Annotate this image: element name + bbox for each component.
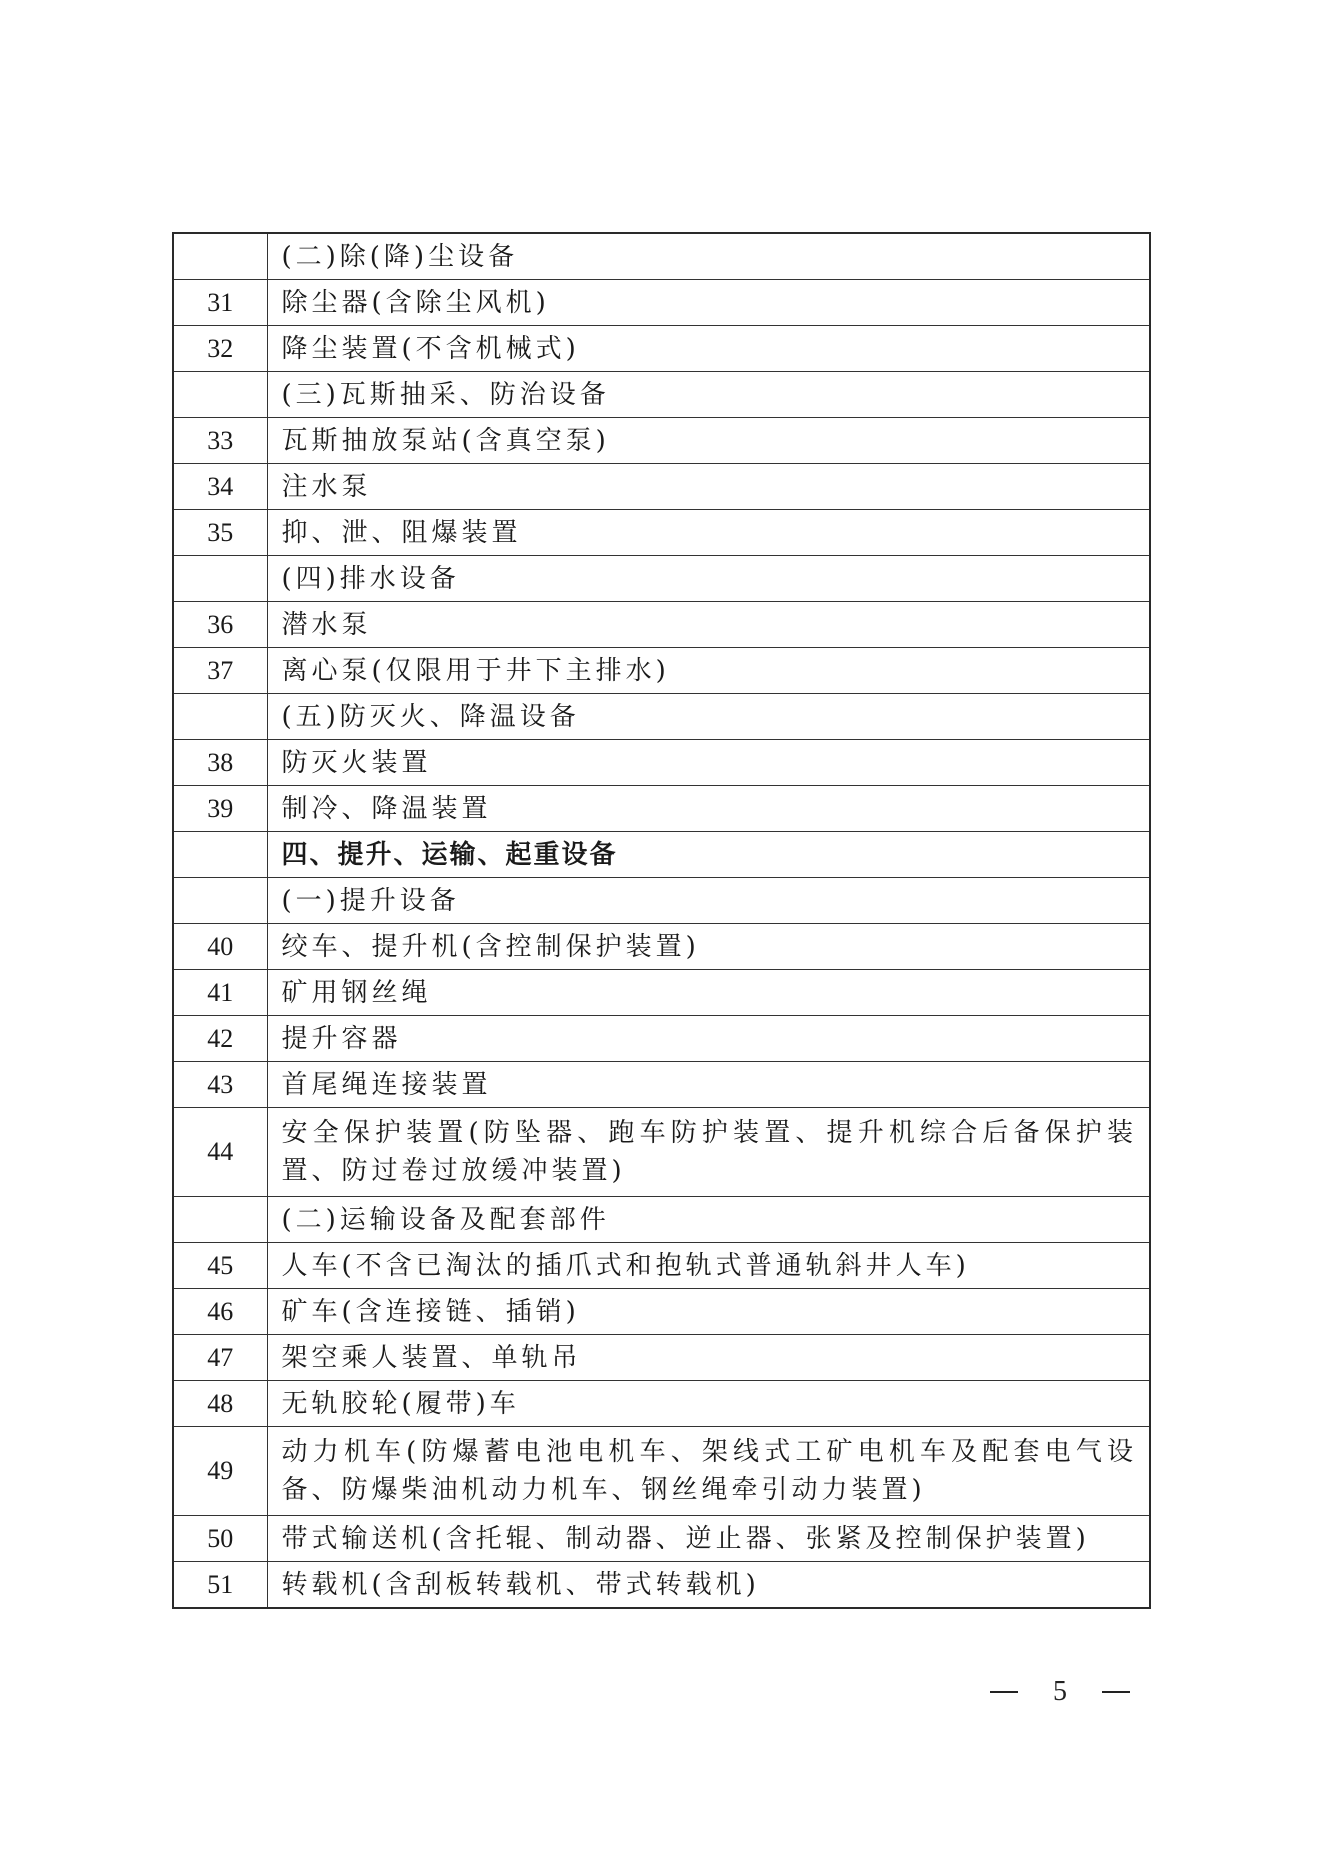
table-row (173, 924, 1150, 970)
equipment-name: 无轨胶轮(履带)车 (267, 1381, 1150, 1427)
row-number: 39 (173, 786, 267, 832)
table-row (173, 1016, 1150, 1062)
equipment-name: 除尘器(含除尘风机) (267, 280, 1150, 326)
page-number (990, 1672, 1130, 1712)
table-row (173, 740, 1150, 786)
row-number (173, 694, 267, 740)
table-row (173, 418, 1150, 464)
table-row (173, 326, 1150, 372)
table-row (173, 878, 1150, 924)
row-number (173, 233, 267, 280)
section-heading: (五)防灭火、降温设备 (267, 694, 1150, 740)
table-row (173, 1516, 1150, 1562)
equipment-name: 瓦斯抽放泵站(含真空泵) (267, 418, 1150, 464)
equipment-name: 降尘装置(不含机械式) (267, 326, 1150, 372)
table-row (173, 832, 1150, 878)
table-row (173, 510, 1150, 556)
row-number: 50 (173, 1516, 267, 1562)
row-number (173, 878, 267, 924)
equipment-name: 绞车、提升机(含控制保护装置) (267, 924, 1150, 970)
row-number: 44 (173, 1108, 267, 1197)
table-row (173, 786, 1150, 832)
table-row (173, 1197, 1150, 1243)
equipment-name: 提升容器 (267, 1016, 1150, 1062)
row-number: 51 (173, 1562, 267, 1609)
table-row (173, 1108, 1150, 1197)
row-number: 47 (173, 1335, 267, 1381)
table-row (173, 970, 1150, 1016)
equipment-name: 首尾绳连接装置 (267, 1062, 1150, 1108)
table-row (173, 1427, 1150, 1516)
dash-right (1102, 1691, 1130, 1693)
equipment-table (172, 232, 1151, 1609)
row-number: 32 (173, 326, 267, 372)
row-number: 40 (173, 924, 267, 970)
section-heading: (二)除(降)尘设备 (267, 233, 1150, 280)
equipment-name: 制冷、降温装置 (267, 786, 1150, 832)
equipment-name: 带式输送机(含托辊、制动器、逆止器、张紧及控制保护装置) (267, 1516, 1150, 1562)
equipment-name: 动力机车(防爆蓄电池电机车、架线式工矿电机车及配套电气设备、防爆柴油机动力机车、钢丝绳牵引动力装置) (267, 1427, 1150, 1516)
equipment-name: 矿车(含连接链、插销) (267, 1289, 1150, 1335)
row-number (173, 1197, 267, 1243)
row-number: 31 (173, 280, 267, 326)
row-number: 42 (173, 1016, 267, 1062)
row-number: 41 (173, 970, 267, 1016)
equipment-name: 潜水泵 (267, 602, 1150, 648)
table-row (173, 1289, 1150, 1335)
table-row (173, 648, 1150, 694)
table-row (173, 1381, 1150, 1427)
equipment-name: 防灭火装置 (267, 740, 1150, 786)
row-number: 37 (173, 648, 267, 694)
row-number: 35 (173, 510, 267, 556)
row-number: 38 (173, 740, 267, 786)
equipment-name: 抑、泄、阻爆装置 (267, 510, 1150, 556)
table-row (173, 1562, 1150, 1609)
table-row (173, 1335, 1150, 1381)
dash-left (990, 1691, 1018, 1693)
row-number (173, 832, 267, 878)
row-number: 34 (173, 464, 267, 510)
table-row (173, 280, 1150, 326)
section-heading: (一)提升设备 (267, 878, 1150, 924)
table-row (173, 556, 1150, 602)
section-heading: (四)排水设备 (267, 556, 1150, 602)
equipment-name: 矿用钢丝绳 (267, 970, 1150, 1016)
equipment-name: 注水泵 (267, 464, 1150, 510)
row-number: 45 (173, 1243, 267, 1289)
equipment-name: 转载机(含刮板转载机、带式转载机) (267, 1562, 1150, 1609)
row-number: 48 (173, 1381, 267, 1427)
equipment-name: 架空乘人装置、单轨吊 (267, 1335, 1150, 1381)
table-row (173, 233, 1150, 280)
category-heading: 四、提升、运输、起重设备 (267, 832, 1150, 878)
row-number: 33 (173, 418, 267, 464)
row-number: 49 (173, 1427, 267, 1516)
table-row (173, 602, 1150, 648)
row-number (173, 372, 267, 418)
row-number: 46 (173, 1289, 267, 1335)
equipment-name: 安全保护装置(防坠器、跑车防护装置、提升机综合后备保护装置、防过卷过放缓冲装置) (267, 1108, 1150, 1197)
equipment-name: 人车(不含已淘汰的插爪式和抱轨式普通轨斜井人车) (267, 1243, 1150, 1289)
table-row (173, 464, 1150, 510)
row-number: 36 (173, 602, 267, 648)
page-number-value: 5 (1053, 1676, 1067, 1707)
table-row (173, 1243, 1150, 1289)
table-row (173, 694, 1150, 740)
row-number: 43 (173, 1062, 267, 1108)
table-row (173, 1062, 1150, 1108)
row-number (173, 556, 267, 602)
section-heading: (三)瓦斯抽采、防治设备 (267, 372, 1150, 418)
table-row (173, 372, 1150, 418)
section-heading: (二)运输设备及配套部件 (267, 1197, 1150, 1243)
equipment-name: 离心泵(仅限用于井下主排水) (267, 648, 1150, 694)
